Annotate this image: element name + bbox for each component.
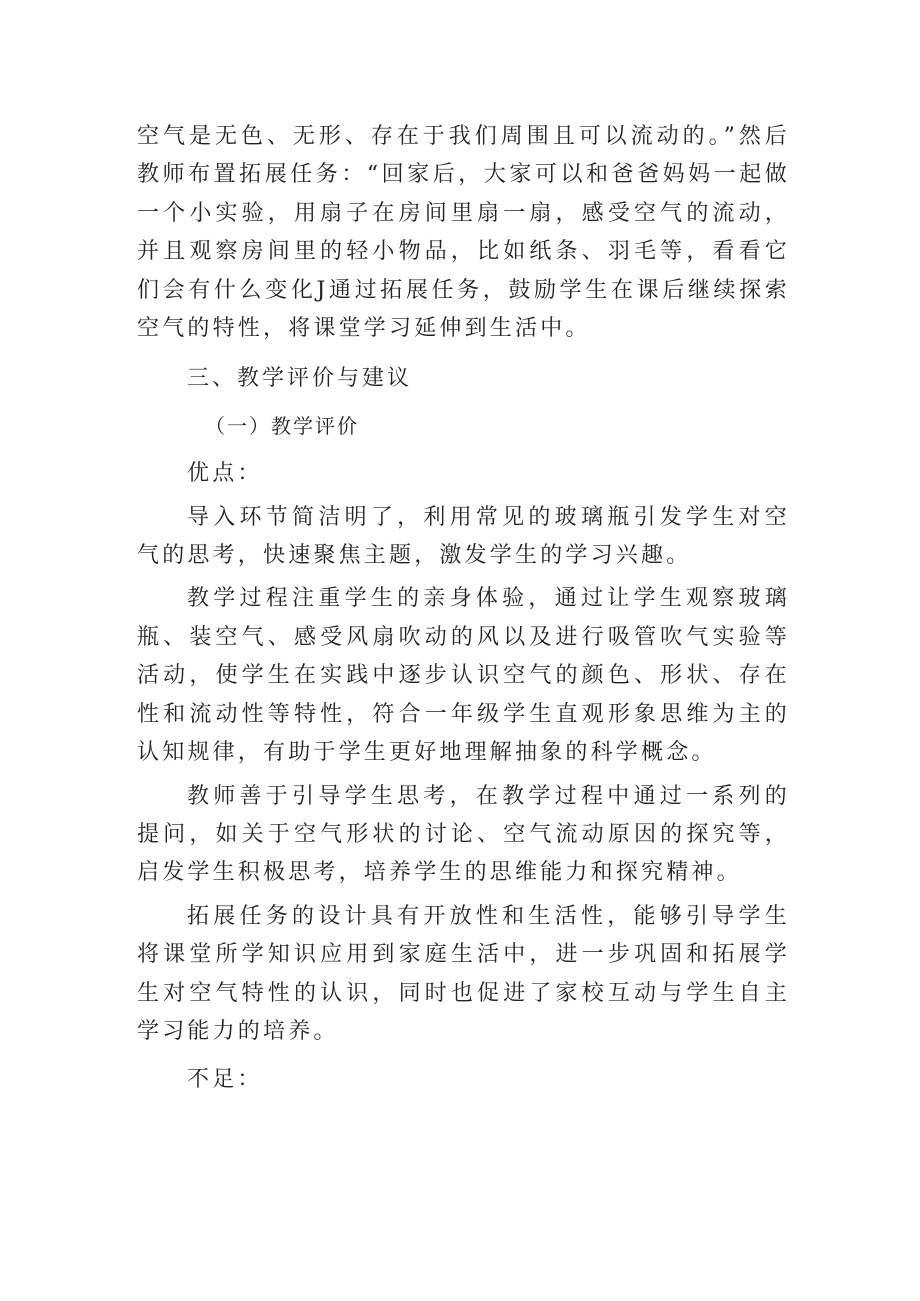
paragraph-advantage-3: 教师善于引导学生思考，在教学过程中通过一系列的提问，如关于空气形状的讨论、空气流动原因的探究等，启发学生积极思考，培养学生的思维能力和探究精神。: [137, 783, 790, 886]
paragraph-advantage-1: 导入环节简洁明了，利用常见的玻璃瓶引发学生对空气的思考，快速聚焦主题，激发学生的学习兴趣。: [137, 504, 790, 569]
shortcomings-label: 不足：: [187, 1067, 263, 1093]
paragraph-advantage-4: 拓展任务的设计具有开放性和生活性，能够引导学生将课堂所学知识应用到家庭生活中，进一步巩固和拓展学生对空气特性的认识，同时也促进了家校互动与学生自主学习能力的培养。: [137, 903, 790, 1044]
paragraph-advantage-2: 教学过程注重学生的亲身体验，通过让学生观察玻璃瓶、装空气、感受风扇吹动的风以及进行吸管吹气实验等活动，使学生在实践中逐步认识空气的颜色、形状、存在性和流动性等特性，符合一年级学生直观形象思维为主的认知规律，有助于学生更好地理解抽象的科学概念。: [137, 586, 790, 766]
subsection-heading: （一）教学评价: [205, 413, 359, 438]
paragraph-continuation: 空气是无色、无形、存在于我们周围且可以流动的。”然后教师布置拓展任务：“回家后，大家可以和爸爸妈妈一起做一个小实验，用扇子在房间里扇一扇，感受空气的流动，并且观察房间里的轻小物品，比如纸条、羽毛等，看看它们会有什么变化J通过拓展任务，鼓励学生在课后继续探索空气的特性，将课堂学习延伸到生活中。: [137, 124, 790, 342]
section-heading: 三、教学评价与建议: [187, 366, 413, 392]
advantages-label: 优点：: [187, 461, 263, 487]
